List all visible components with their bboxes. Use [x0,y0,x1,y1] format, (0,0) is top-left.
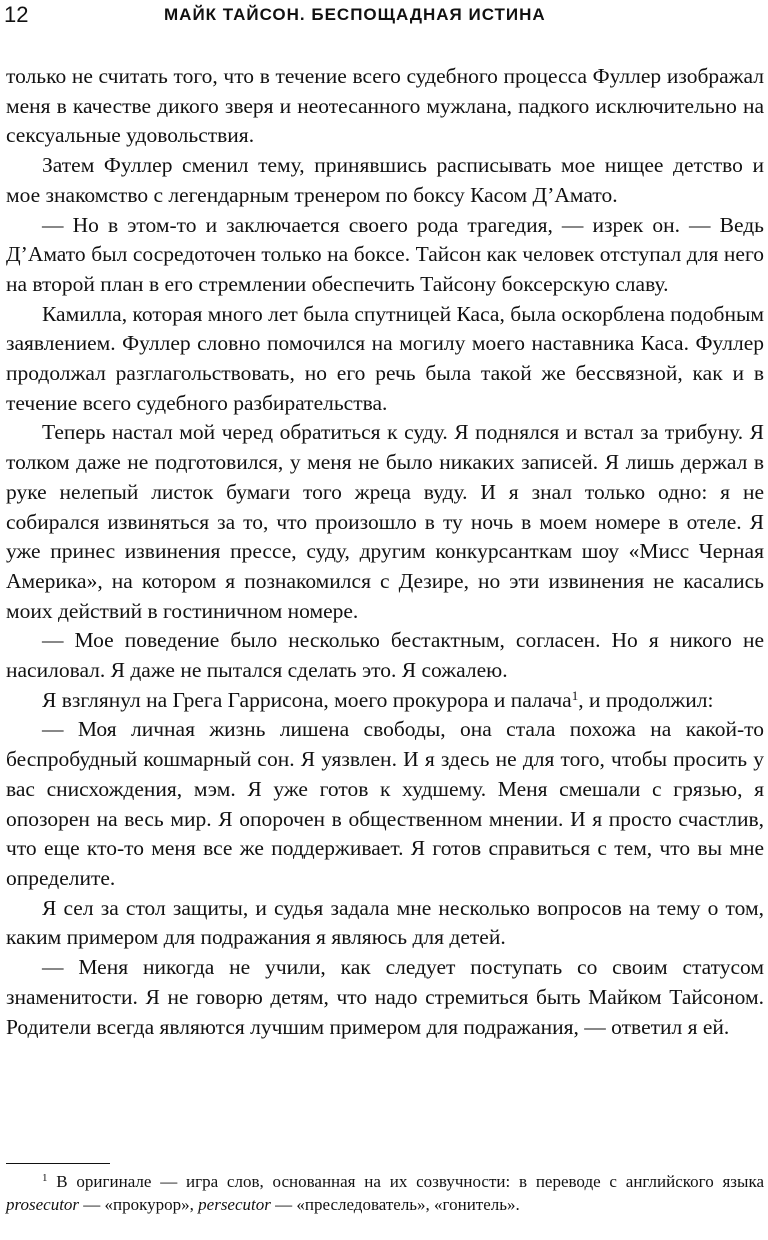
footnote-term: prosecutor [6,1195,80,1214]
paragraph-with-footnote-ref [6,686,764,716]
paragraph: — Мое поведение было несколько бестактным, согласен. Но я никого не насиловал. Я даже не пытался сделать это. Я сожалею. [6,628,764,683]
paragraph: Я сел за стол защиты, и судья задала мне несколько вопросов на тему о том, каким примером для подражания я являюсь для детей. [6,895,764,950]
page-number: 12 [4,2,29,27]
main-text [6,62,764,1042]
footnote [6,1170,764,1216]
page-header [0,0,768,34]
paragraph: только не считать того, что в течение всего судебного процесса Фуллер изображал меня в качестве дикого зверя и неотесанного мужлана, падкого исключительно на сексуальные удовольствия. [6,64,764,148]
paragraph-text: Я взглянул на Грега Гаррисона, моего прокурора и палача [42,687,572,712]
paragraph: — Меня никогда не учили, как следует поступать со своим статусом знаменитости. Я не говорю детям, что надо стремиться быть Майком Тайсоном. Родители всегда являются лучшим примером для подражания, — ответил я ей. [6,955,764,1039]
footnote-part: — «прокурор», [79,1195,199,1214]
footnote-term: persecutor [198,1195,271,1214]
footnote-mark: 1 [42,1172,48,1184]
paragraph: Теперь настал мой черед обратиться к суду. Я поднялся и встал за трибуну. Я толком даже не подготовился, у меня не было никаких записей. Я лишь держал в руке нелепый листок бумаги того жреца вуду. И я знал только одно: я не собирался извиняться за то, что произошло в ту ночь в моем номере в отеле. Я уже принес извинения прессе, суду, другим конкурсанткам шоу «Мисс Черная Америка», на котором я познакомился с Дезире, но эти извинения не касались моих действий в гостиничном номере. [6,420,764,623]
footnote-part: — «преследователь», «гонитель». [270,1195,520,1214]
paragraph: Затем Фуллер сменил тему, принявшись расписывать мое нищее детство и мое знакомство с легендарным тренером по боксу Касом Д’Амато. [6,153,764,207]
paragraph: — Но в этом-то и заключается своего рода трагедия, — изрек он. — Ведь Д’Амато был сосредоточен только на боксе. Тайсон как человек отступал для него на второй план в его стремлении обеспечить Тайсону боксерскую славу. [6,212,764,296]
footnote-part: В оригинале — игра слов, основанная на их созвучности: в переводе с английского языка [47,1172,764,1191]
running-title: МАЙК ТАЙСОН. БЕСПОЩАДНАЯ ИСТИНА [164,5,546,24]
footnote-reference[interactable]: 1 [571,687,579,703]
footnote-divider [6,1163,110,1164]
paragraph: Камилла, которая много лет была спутницей Каса, была оскорблена подобным заявлением. Фуллер словно помочился на могилу моего наставника Каса. Фуллер продолжал разглагольствовать, но его речь была такой же бессвязной, как и в течение всего судебного разбирательства. [6,301,764,415]
paragraph-text: , и продолжил: [578,687,714,712]
paragraph: — Моя личная жизнь лишена свободы, она стала похожа на какой-то беспробудный кошмарный сон. Я уязвлен. И я здесь не для того, чтобы просить у вас снисхождения, мэм. Я уже готов к худшему. Меня смешали с грязью, я опозорен на весь мир. Я опорочен в общественном мнении. И я просто счастлив, что еще кто-то меня все же поддерживает. Я готов справиться с тем, что вы мне определите. [6,717,764,890]
footnote-text [6,1170,764,1216]
